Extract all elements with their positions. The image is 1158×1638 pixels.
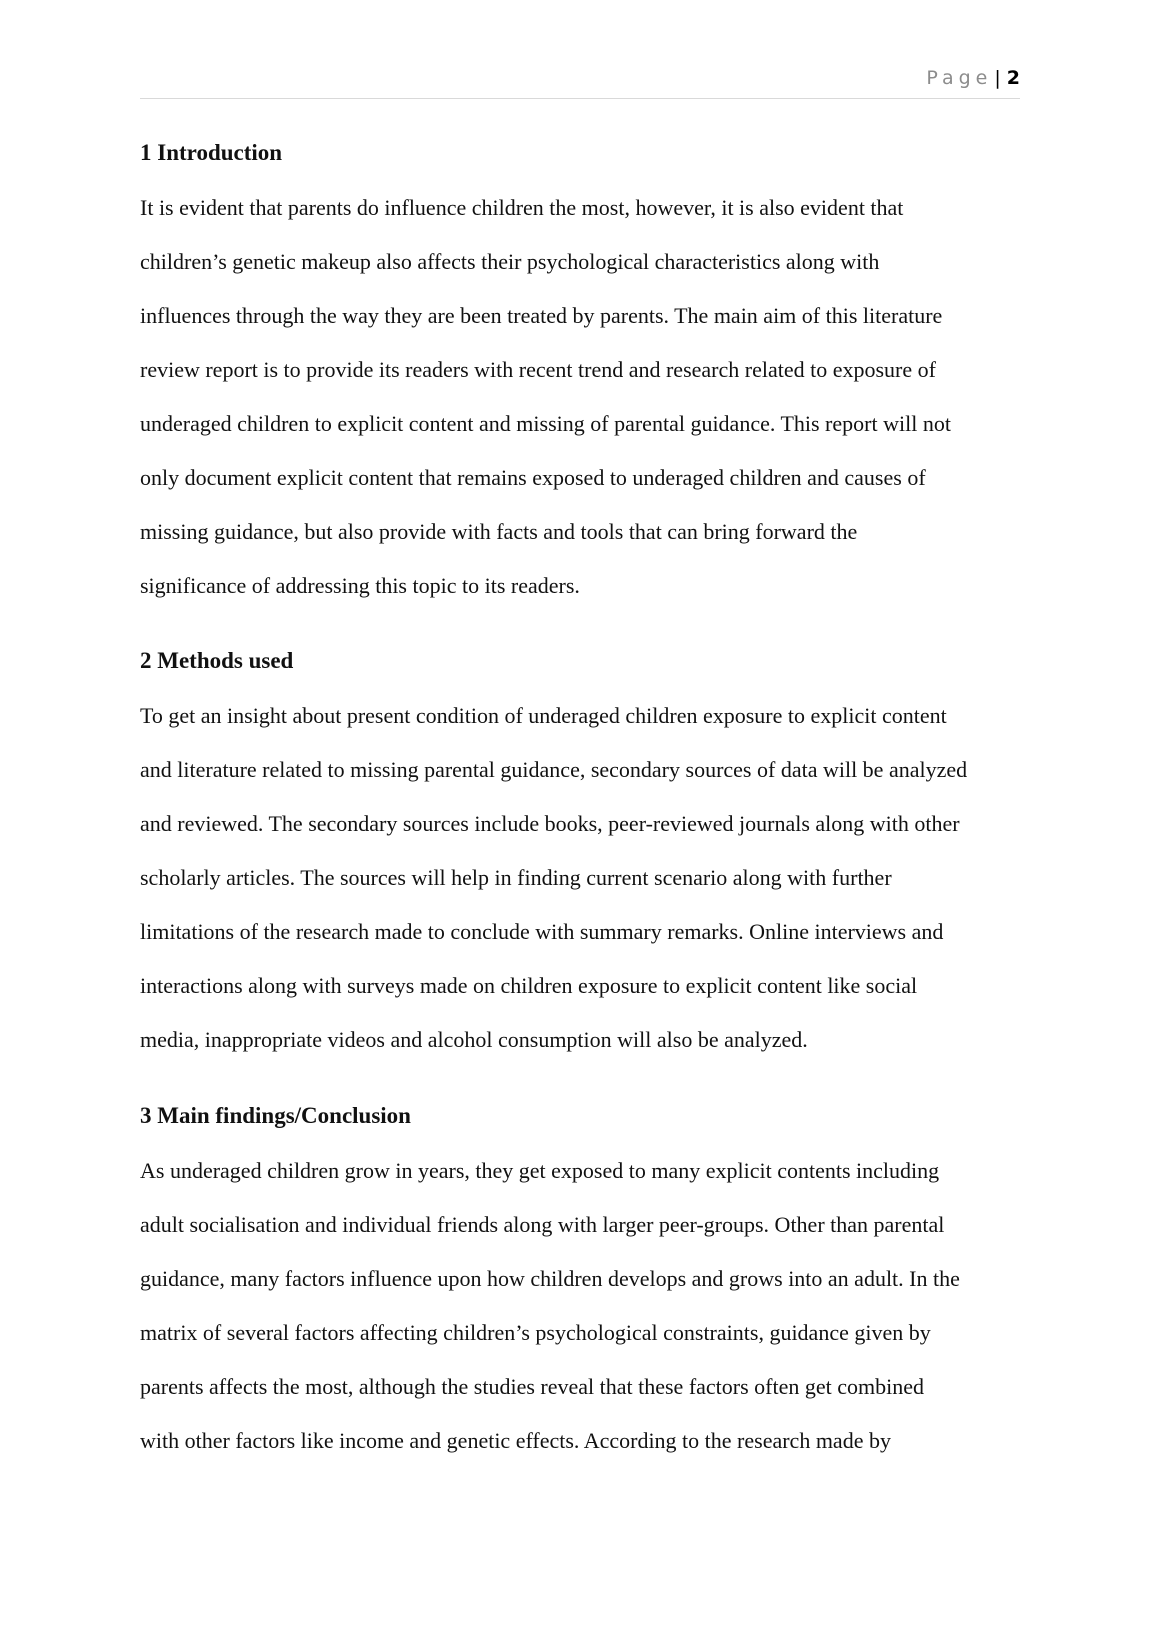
section-heading: 1 Introduction — [140, 140, 283, 165]
section-introduction — [140, 140, 1030, 613]
paragraph-line: guidance, many factors influence upon how children develops and grows into an adult. In the — [140, 1266, 960, 1291]
paragraph-line: As underaged children grow in years, they get exposed to many explicit contents including — [140, 1158, 940, 1183]
section-heading: 3 Main findings/Conclusion — [140, 1103, 411, 1128]
page-word: Page — [926, 67, 993, 89]
paragraph-line: and literature related to missing parental guidance, secondary sources of data will be analyzed — [140, 757, 968, 782]
paragraph-line: underaged children to explicit content and missing of parental guidance. This report will not — [140, 411, 951, 436]
paragraph-line: only document explicit content that remains exposed to underaged children and causes of — [140, 465, 926, 490]
paragraph-line: and reviewed. The secondary sources include books, peer-reviewed journals along with other — [140, 811, 960, 836]
paragraph-line: scholarly articles. The sources will help in finding current scenario along with further — [140, 865, 892, 890]
paragraph-line: with other factors like income and genetic effects. According to the research made by — [140, 1428, 891, 1453]
paragraph-line: media, inappropriate videos and alcohol consumption will also be analyzed. — [140, 1027, 808, 1052]
paragraph-line: adult socialisation and individual friends along with larger peer-groups. Other than parental — [140, 1212, 945, 1237]
paragraph-line: To get an insight about present condition of underaged children exposure to explicit content — [140, 703, 947, 728]
section-main-findings — [140, 1103, 1030, 1468]
page-number: 2 — [1006, 67, 1020, 89]
paragraph-line: review report is to provide its readers with recent trend and research related to exposure of — [140, 357, 936, 382]
paragraph-line: interactions along with surveys made on children exposure to explicit content like social — [140, 973, 918, 998]
section-paragraph — [140, 181, 1030, 613]
paragraph-line: parents affects the most, although the studies reveal that these factors often get combined — [140, 1374, 925, 1399]
paragraph-line: matrix of several factors affecting children’s psychological constraints, guidance given by — [140, 1320, 931, 1345]
paragraph-line: limitations of the research made to conclude with summary remarks. Online interviews and — [140, 919, 944, 944]
page-header — [140, 66, 1020, 99]
page-separator: | — [994, 67, 1001, 89]
paragraph-line: children’s genetic makeup also affects their psychological characteristics along with — [140, 249, 880, 274]
section-paragraph — [140, 1144, 1030, 1468]
section-methods-used — [140, 648, 1030, 1067]
section-heading: 2 Methods used — [140, 648, 294, 673]
paragraph-line: significance of addressing this topic to its readers. — [140, 573, 580, 598]
section-paragraph — [140, 689, 1030, 1067]
paragraph-line: missing guidance, but also provide with facts and tools that can bring forward the — [140, 519, 858, 544]
page-number-label — [926, 66, 1020, 90]
paragraph-line: influences through the way they are been treated by parents. The main aim of this literature — [140, 303, 943, 328]
paragraph-line: It is evident that parents do influence children the most, however, it is also evident that — [140, 195, 904, 220]
